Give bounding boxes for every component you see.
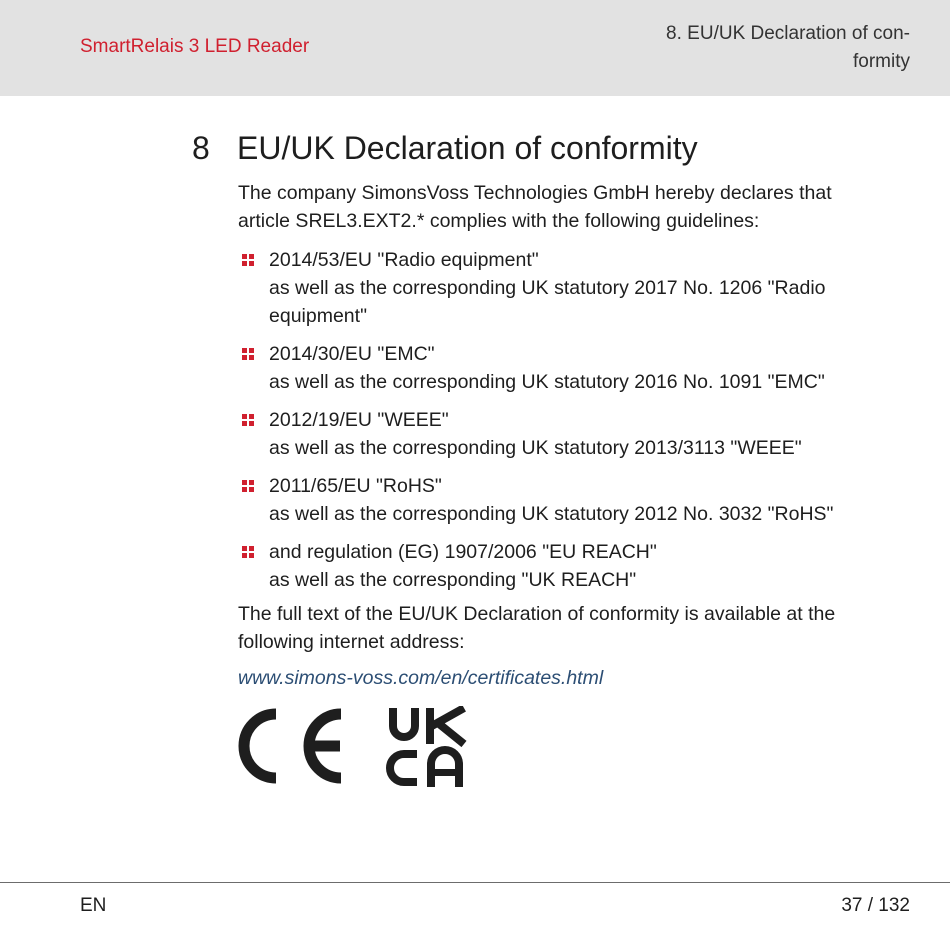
intro-line-2: article SREL3.EXT2.* complies with the following guidelines: bbox=[238, 210, 760, 232]
bullet-icon bbox=[242, 480, 255, 493]
conformity-marks bbox=[238, 706, 478, 793]
header-section-line-2: formity bbox=[853, 51, 910, 72]
list-item-line-3: equipment" bbox=[269, 305, 367, 327]
list-item bbox=[238, 340, 918, 396]
intro-line-1: The company SimonsVoss Technologies GmbH hereby declares that bbox=[238, 182, 832, 204]
certificates-link[interactable]: www.simons-voss.com/en/certificates.html bbox=[238, 667, 604, 689]
bullet-icon bbox=[242, 254, 255, 267]
list-item bbox=[238, 246, 918, 330]
list-item bbox=[238, 472, 918, 528]
ce-mark-icon bbox=[244, 714, 341, 778]
list-item-line-2: as well as the corresponding "UK REACH" bbox=[269, 569, 637, 591]
list-item-line-2: as well as the corresponding UK statutory 2013/3113 "WEEE" bbox=[269, 437, 802, 459]
guidelines-list bbox=[238, 246, 918, 594]
list-item-line-2: as well as the corresponding UK statutory 2017 No. 1206 "Radio bbox=[269, 277, 826, 299]
header-product-name: SmartRelais 3 LED Reader bbox=[80, 36, 310, 57]
list-item-line-2: as well as the corresponding UK statutory 2016 No. 1091 "EMC" bbox=[269, 371, 825, 393]
section-body bbox=[238, 179, 918, 692]
section-number: 8 bbox=[192, 130, 210, 166]
page-header bbox=[0, 0, 950, 96]
intro-paragraph bbox=[238, 179, 918, 235]
list-item-line-1: 2011/65/EU "RoHS" bbox=[269, 475, 442, 497]
bullet-icon bbox=[242, 414, 255, 427]
header-section-title bbox=[610, 20, 910, 76]
outro-line-1: The full text of the EU/UK Declaration of conformity is available at the bbox=[238, 603, 836, 625]
list-item bbox=[238, 538, 918, 594]
footer-divider bbox=[0, 882, 950, 883]
list-item-line-1: 2014/30/EU "EMC" bbox=[269, 343, 435, 365]
list-item-line-1: 2014/53/EU "Radio equipment" bbox=[269, 249, 539, 271]
footer-language: EN bbox=[80, 895, 107, 916]
bullet-icon bbox=[242, 348, 255, 361]
list-item-line-1: and regulation (EG) 1907/2006 "EU REACH" bbox=[269, 541, 657, 563]
footer-page-number: 37 / 132 bbox=[841, 895, 910, 916]
outro-line-2: following internet address: bbox=[238, 631, 465, 653]
ce-ukca-marks-icon bbox=[238, 706, 478, 788]
list-item bbox=[238, 406, 918, 462]
list-item-line-2: as well as the corresponding UK statutory 2012 No. 3032 "RoHS" bbox=[269, 503, 834, 525]
ukca-mark-icon bbox=[390, 708, 464, 787]
bullet-icon bbox=[242, 546, 255, 559]
section-title: EU/UK Declaration of conformity bbox=[237, 130, 698, 166]
header-section-line-1: 8. EU/UK Declaration of con- bbox=[666, 23, 910, 44]
outro-paragraph bbox=[238, 600, 918, 656]
list-item-line-1: 2012/19/EU "WEEE" bbox=[269, 409, 449, 431]
section-heading bbox=[192, 130, 698, 167]
